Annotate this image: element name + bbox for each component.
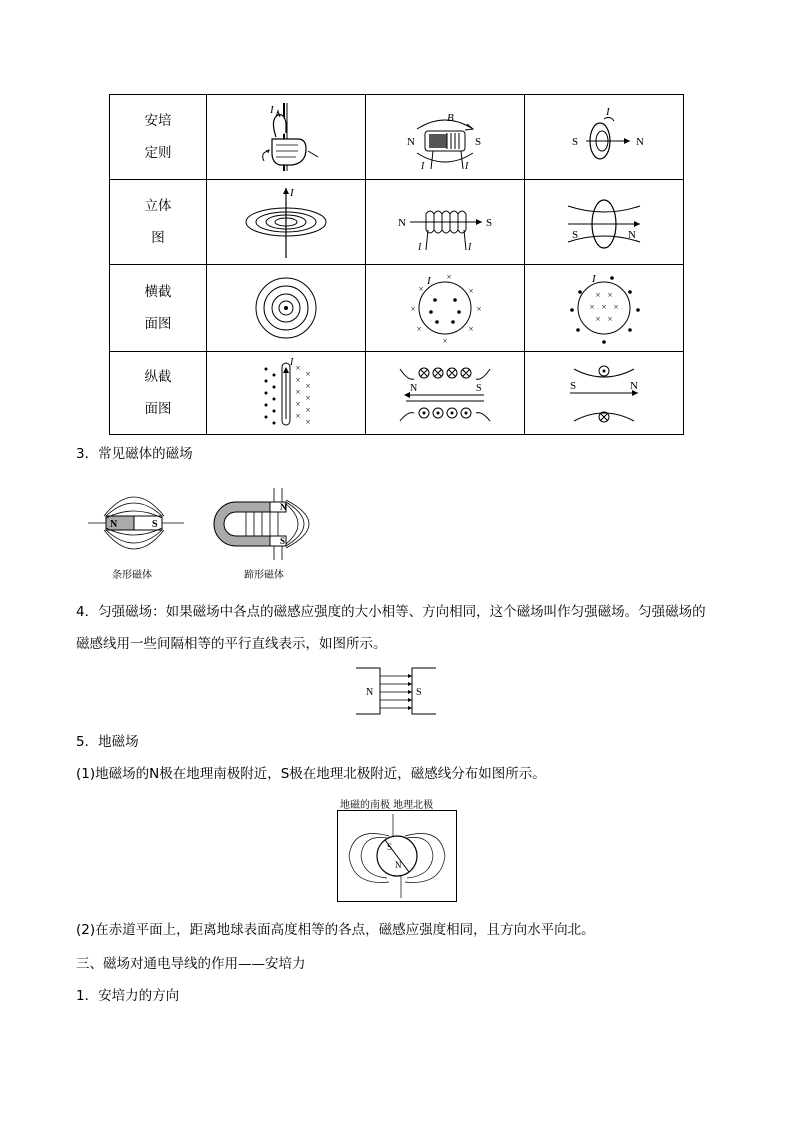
- svg-text:×: ×: [305, 369, 311, 379]
- svg-text:×: ×: [476, 304, 482, 314]
- svg-text:×: ×: [410, 304, 416, 314]
- row-label: 安培 定则: [110, 95, 207, 180]
- svg-text:I: I: [421, 161, 425, 172]
- svg-text:×: ×: [601, 302, 607, 312]
- svg-text:×: ×: [295, 375, 301, 385]
- svg-text:×: ×: [295, 387, 301, 397]
- svg-text:×: ×: [446, 272, 452, 282]
- svg-text:×: ×: [595, 314, 601, 324]
- svg-text:×: ×: [305, 381, 311, 391]
- bar-magnet-figure: [84, 480, 194, 580]
- svg-text:×: ×: [305, 405, 311, 415]
- svg-text:N: N: [630, 380, 638, 392]
- row-label: 横截 面图: [110, 265, 207, 352]
- straight-wire-hand-figure: [207, 95, 366, 180]
- svg-text:I: I: [290, 357, 294, 368]
- svg-text:×: ×: [295, 411, 301, 421]
- section5-p2: (2)在赤道平面上，距离地球表面高度相等的各点，磁感应强度相同，且方向水平向北。: [76, 922, 595, 938]
- svg-text:×: ×: [607, 314, 613, 324]
- ampere-rule-table: [109, 94, 684, 435]
- svg-text:N: N: [280, 502, 287, 512]
- section3-heading: 3．常见磁体的磁场: [76, 446, 193, 462]
- svg-text:S: S: [152, 519, 158, 530]
- current-label: I: [270, 104, 274, 116]
- section5-heading: 5．地磁场: [76, 734, 139, 750]
- svg-text:I: I: [418, 242, 422, 253]
- part3-sub1: 1．安培力的方向: [76, 988, 180, 1004]
- svg-text:×: ×: [613, 302, 619, 312]
- svg-text:S: S: [387, 842, 393, 852]
- solenoid-hand-figure: [366, 95, 525, 180]
- svg-text:I: I: [592, 273, 596, 285]
- earth-field-figure: [337, 810, 457, 902]
- solenoid-3d-figure: [366, 180, 525, 265]
- wire-3d-figure: [207, 180, 366, 265]
- loop-longitudinal-figure: [525, 352, 684, 435]
- section5-p1: (1)地磁场的N极在地理南极附近，S极在地理北极附近，磁感线分布如图所示。: [76, 766, 546, 782]
- section4-line2: 磁感线用一些间隔相等的平行直线表示，如图所示。: [76, 636, 387, 652]
- svg-text:N: N: [628, 229, 636, 241]
- svg-text:N: N: [366, 687, 374, 698]
- wire-cross-section-figure: [207, 265, 366, 352]
- table-row: [110, 180, 684, 265]
- svg-text:N: N: [407, 136, 415, 148]
- svg-text:I: I: [290, 187, 294, 199]
- section4-line1: 4．匀强磁场：如果磁场中各点的磁感应强度的大小相等、方向相同，这个磁场叫作匀强磁场。匀强磁场的: [76, 604, 706, 620]
- svg-text:I: I: [427, 275, 431, 287]
- svg-text:S: S: [476, 383, 482, 394]
- svg-text:×: ×: [295, 363, 301, 373]
- svg-text:S: S: [475, 136, 482, 148]
- solenoid-cross-section-figure: [366, 265, 525, 352]
- solenoid-longitudinal-figure: [366, 352, 525, 435]
- svg-text:N: N: [398, 217, 406, 229]
- svg-text:N: N: [110, 519, 118, 530]
- svg-text:I: I: [465, 161, 469, 172]
- svg-text:S: S: [570, 380, 577, 392]
- row-label: 立体 图: [110, 180, 207, 265]
- wire-longitudinal-figure: [207, 352, 366, 435]
- row-label: 纵截 面图: [110, 352, 207, 435]
- svg-text:×: ×: [589, 302, 595, 312]
- loop-cross-section-figure: [525, 265, 684, 352]
- loop-hand-figure: [525, 95, 684, 180]
- svg-text:×: ×: [305, 393, 311, 403]
- u-magnet-figure: [206, 480, 336, 580]
- uniform-field-figure: [356, 666, 436, 716]
- svg-text:I: I: [468, 242, 472, 253]
- svg-text:I: I: [606, 106, 610, 118]
- svg-text:×: ×: [607, 290, 613, 300]
- svg-text:×: ×: [595, 290, 601, 300]
- svg-text:N: N: [410, 383, 418, 394]
- svg-text:S: S: [416, 687, 422, 698]
- loop-3d-figure: [525, 180, 684, 265]
- svg-text:×: ×: [295, 399, 301, 409]
- svg-text:×: ×: [418, 284, 424, 294]
- svg-text:×: ×: [305, 417, 311, 427]
- svg-text:N: N: [395, 860, 402, 870]
- svg-text:×: ×: [442, 336, 448, 346]
- svg-text:×: ×: [416, 324, 422, 334]
- svg-text:×: ×: [468, 286, 474, 296]
- earth-figure-label: 地磁的南极 地理北极: [340, 800, 434, 811]
- svg-text:×: ×: [468, 324, 474, 334]
- table-row: [110, 265, 684, 352]
- table-row: [110, 352, 684, 435]
- svg-text:S: S: [280, 536, 286, 546]
- svg-text:S: S: [572, 136, 579, 148]
- table-row: [110, 95, 684, 180]
- svg-text:B: B: [447, 112, 454, 124]
- svg-text:S: S: [486, 217, 493, 229]
- svg-text:S: S: [572, 229, 579, 241]
- svg-text:蹄形磁体: 蹄形磁体: [244, 570, 284, 580]
- svg-text:N: N: [636, 136, 644, 148]
- part3-heading: 三、磁场对通电导线的作用——安培力: [76, 956, 306, 972]
- svg-text:条形磁体: 条形磁体: [112, 570, 152, 580]
